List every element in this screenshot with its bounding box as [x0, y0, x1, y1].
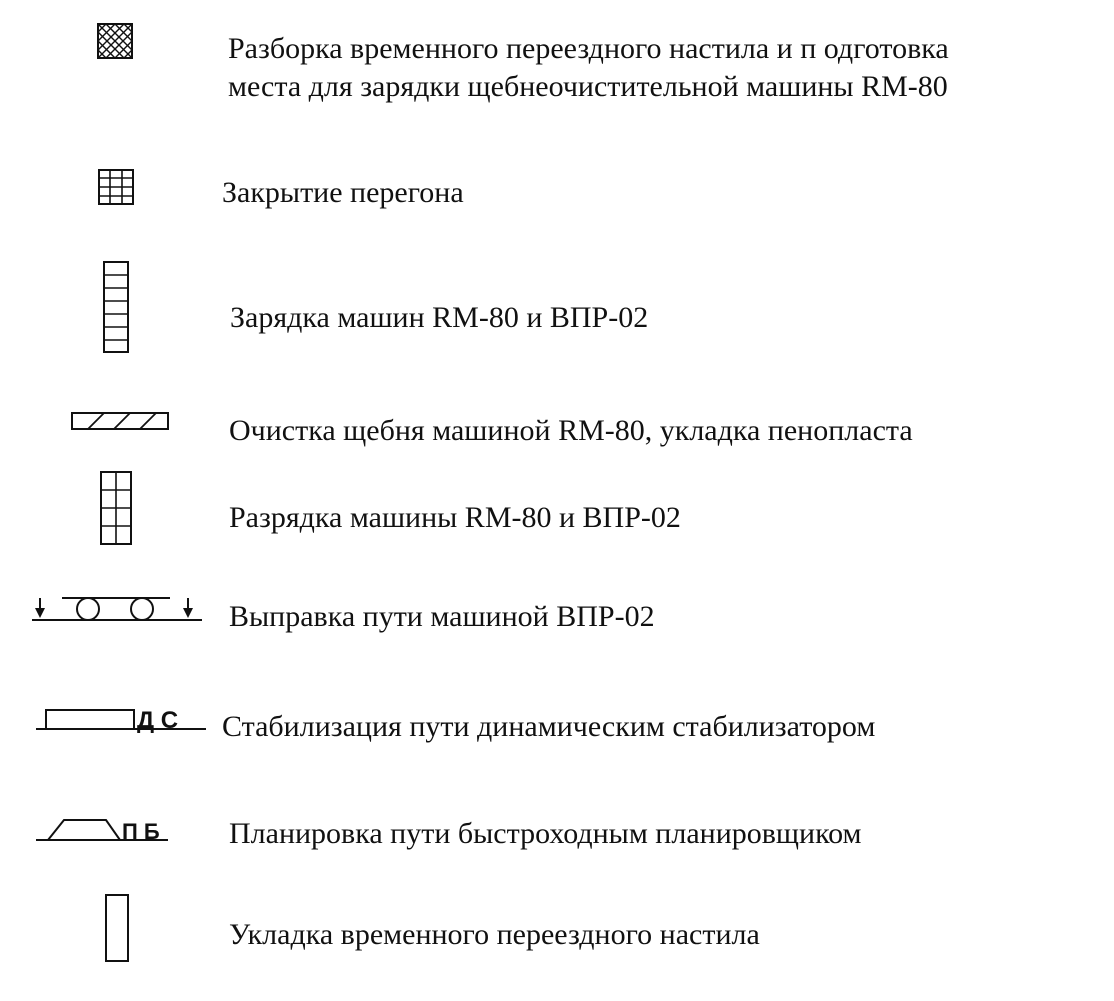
crosshatched-square-icon	[96, 22, 136, 62]
trapezoid-pb-icon	[34, 810, 184, 850]
legend-item-label: Укладка временного переездного настила	[229, 918, 760, 951]
legend-item-label: Выправка пути машиной ВПР-02	[229, 600, 655, 633]
legend-item-label: Разборка временного переездного настила и п одготовка места для зарядки щебнеочистительной машины RM-80	[228, 32, 949, 103]
rectangle-ds-icon	[34, 698, 210, 738]
symbol-text: Д С	[137, 707, 179, 734]
legend-item-label: Очистка щебня машиной RM-80, укладка пенопласта	[229, 414, 913, 447]
legend-item-label: Зарядка машин RM-80 и ВПР-02	[230, 301, 649, 334]
legend-item-label: Закрытие перегона	[222, 176, 464, 209]
ladder-column-icon	[102, 260, 132, 356]
symbol-text: П Б	[122, 819, 160, 844]
legend-item-label: Стабилизация пути динамическим стабилизатором	[222, 710, 876, 743]
circles-arrows-icon	[30, 592, 206, 628]
legend-item-label: Планировка пути быстроходным планировщиком	[229, 817, 862, 850]
hatched-bar-icon	[70, 410, 172, 434]
grid-square-icon	[97, 168, 137, 208]
legend-item-label: Разрядка машины RM-80 и ВПР-02	[229, 501, 681, 534]
tall-rectangle-icon	[103, 892, 133, 966]
grid-rectangle-icon	[99, 470, 135, 548]
